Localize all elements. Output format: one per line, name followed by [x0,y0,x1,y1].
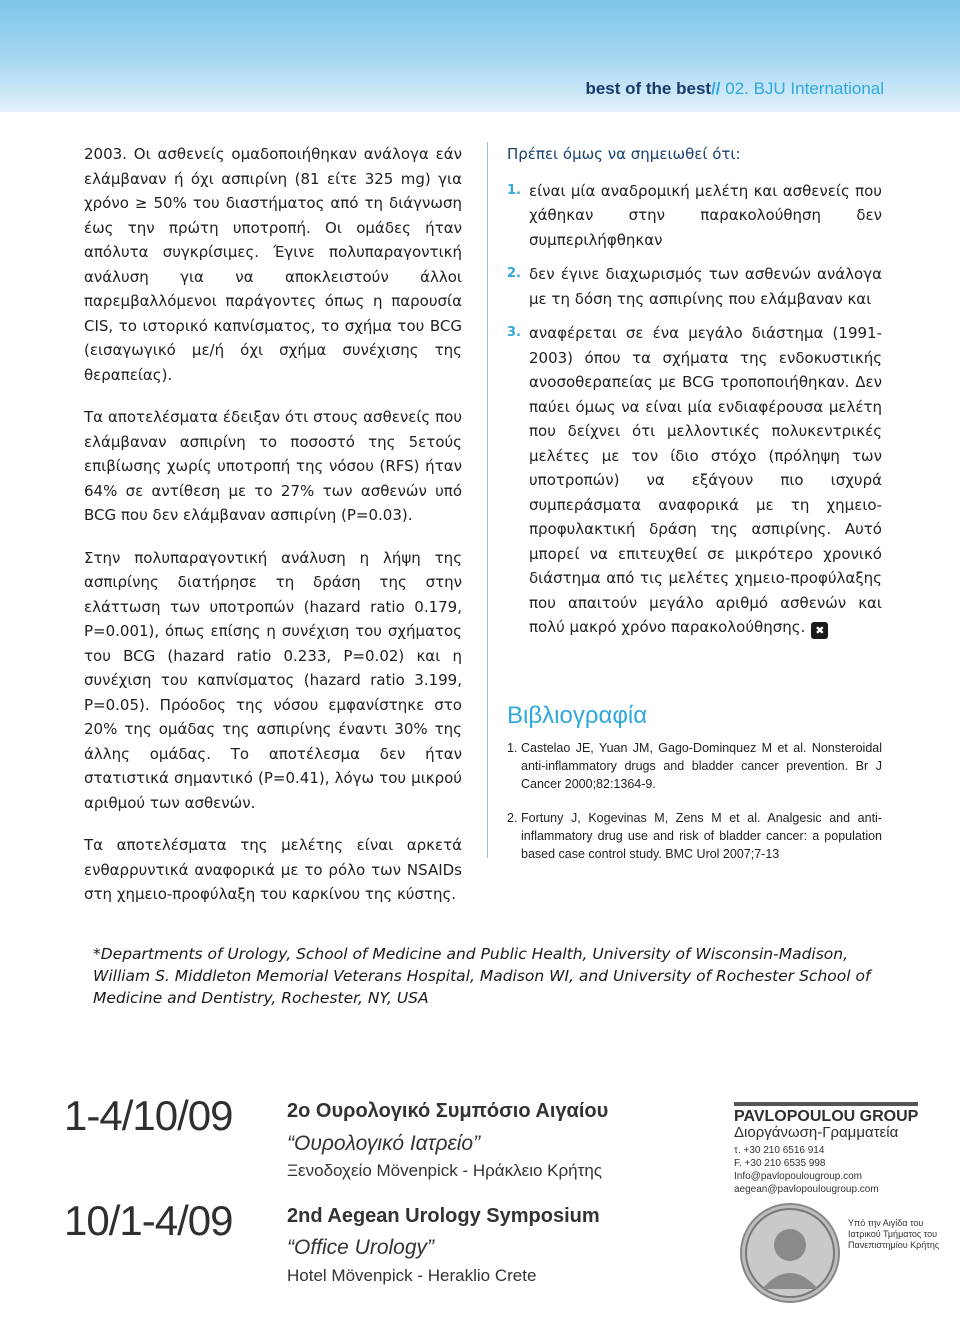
list-item [507,262,882,311]
reference-list [507,739,882,879]
paragraph: Τα αποτελέσματα της μελέτης είναι αρκετά ενθαρρυντικά αναφορικά με το ρόλο των NSAIDs στη χημειο-προφύλαξη του καρκίνου της κύστης. [84,836,462,903]
reference-item [507,809,882,863]
seal-portrait-icon [742,1205,838,1301]
paragraph: 2003. Οι ασθενείς ομαδοποιήθηκαν ανάλογα εάν ελάμβαναν ή όχι ασπιρίνη (81 είτε 325 mg) για χρόνο ≥ 50% του διαστήματος από τη διάγνωση έως την πρώτη υποτροπή. Οι ομάδες ήταν απόλυτα συγκρίσιμες. Έγινε πολυπαραγοντική ανάλυση για να αποκλειστούν άλλοι παρεμβαλλόμενοι παράγοντες όπως η παρουσία CIS, το ιστορικό καπνίσματος, το σχήμα του BCG (εισαγωγικό με/ή όχι σχήμα συνέχισης της θεραπείας). [84,145,462,384]
journal-section-tag [585,79,884,99]
list-item [507,321,882,640]
limitations-list [507,179,882,640]
list-number: 3. [507,325,521,340]
list-text: αναφέρεται σε ένα μεγάλο διάστημα (1991-2003) όπου τα σχήματα της ενδοκυστικής ανοσοθεραπείας με BCG τροποποιήθηκαν. Δεν παύει όμως να είναι μία ενδιαφέρουσα μελέτη που δείχνει ότι μελλοντικές πολυκεντρικές μελέτες με τον ίδιο στόχο (πρόληψη των υποτροπών) να εξάγουν πιο ισχυρά συμπεράσματα αναφορικά με τη χημειο-προφυλακτική δράση της ασπιρίνης. Αυτό μπορεί να επιτευχθεί σε μικρότερο χρονικό διάστημα από τις μελέτες χημειο-προφύλαξης που απαιτούν μεγάλο αριθμό ασθενών και πολύ μακρό χρόνο παρακολούθησης. [529,324,882,636]
advert-date-greek: 1-4/10/09 [64,1092,233,1139]
section-slashes: // [711,79,721,98]
contact-email: Info@pavlopoulougroup.com [734,1171,863,1182]
list-text: είναι μία αναδρομική μελέτη και ασθενείς που χάθηκαν στην παρακολούθηση δεν συμπεριλήφθηκαν [529,181,882,249]
university-seal-icon [740,1203,840,1303]
list-item [507,179,882,253]
reference-text: Fortuny J, Kogevinas M, Zens M et al. Analgesic and anti-inflammatory drug use and risk of bladder cancer: a population based case control study. BMC Urol 2007;7-13 [521,811,882,861]
reference-number: 2. [507,811,518,825]
list-number: 2. [507,266,521,281]
contact-email: aegean@pavlopoulougroup.com [734,1184,879,1195]
section-issue: 02. BJU International [720,79,884,98]
bibliography-title: Βιβλιογραφία [507,702,648,729]
advert-english-title: 2nd Aegean Urology Symposium [287,1205,600,1227]
advert-date-english: 10/1-4/09 [64,1197,233,1244]
organizer-subtitle: Διοργάνωση-Γραμματεία [734,1124,899,1141]
right-column [507,142,882,650]
contact-phone: τ. +30 210 6516 914 [734,1145,825,1156]
symposium-advert [0,1040,960,1325]
organizer-logo: PAVLOPOULOU GROUP [734,1102,918,1126]
section-prefix: best of the best [585,79,712,98]
list-number: 1. [507,182,521,198]
paragraph: Τα αποτελέσματα έδειξαν ότι στους ασθενείς που ελάμβαναν ασπιρίνη το ποσοστό της 5ετούς επιβίωσης χωρίς υποτροπή της νόσου (RFS) ήταν 64% σε αντίθεση με το 27% των ασθενών υπό BCG που δεν ελάμβαναν ασπιρίνη (P=0.03). [84,408,462,524]
contact-fax: F. +30 210 6535 998 [734,1158,826,1169]
left-column [84,142,462,925]
advert-greek-venue: Ξενοδοχείο Mövenpick - Ηράκλειο Κρήτης [287,1161,602,1180]
advert-english-venue: Hotel Mövenpick - Heraklio Crete [287,1266,537,1285]
organizer-contact [734,1144,914,1196]
notes-intro: Πρέπει όμως να σημειωθεί ότι: [507,145,741,163]
advert-greek-title: 2ο Ουρολογικό Συμπόσιο Αιγαίου [287,1100,609,1122]
advert-english-subtitle: “Office Urology” [287,1236,435,1259]
reference-number: 1. [507,741,518,755]
list-text: δεν έγινε διαχωρισμός των ασθενών ανάλογα με τη δόση της ασπιρίνης που ελάμβαναν και [529,265,882,308]
seal-caption: Υπό την Αιγίδα του Ιατρικού Τμήματος του Πανεπιστημίου Κρήτης [848,1218,940,1250]
advert-greek-subtitle: “Ουρολογικό Ιατρείο” [287,1132,481,1155]
author-affiliation: *Departments of Urology, School of Medicine and Public Health, University of Wisconsin-Madison, William S. Middleton Memorial Veterans Hospital, Madison WI, and University of Rochester School of Medicine and Dentistry, Rochester, NY, USA [93,945,871,1007]
reference-item [507,739,882,793]
end-of-article-icon: ✖ [811,622,828,639]
column-divider [487,142,488,858]
reference-text: Castelao JE, Yuan JM, Gago-Dominquez M et al. Nonsteroidal anti-inflammatory drugs and bladder cancer prevention. Br J Cancer 2000;82:1364-9. [521,741,882,791]
paragraph: Στην πολυπαραγοντική ανάλυση η λήψη της ασπιρίνης διατήρησε τη δράση της στην ελάττωση των υποτροπών (hazard ratio 0.179, P=0.001), όπως επίσης η συνέχιση του σχήματος του BCG (hazard ratio 0.233, P=0.02) και η συνέχιση του καπνίσματος (hazard ratio 3.199, P=0.05). Πρόοδος της νόσου εμφανίστηκε στο 20% της ομάδας της ασπιρίνης έναντι 30% της άλλης ομάδας. Το αποτέλεσμα δεν ήταν στατιστικά σημαντικό (P=0.41), λόγω του μικρού αριθμού των ασθενών. [84,548,462,812]
